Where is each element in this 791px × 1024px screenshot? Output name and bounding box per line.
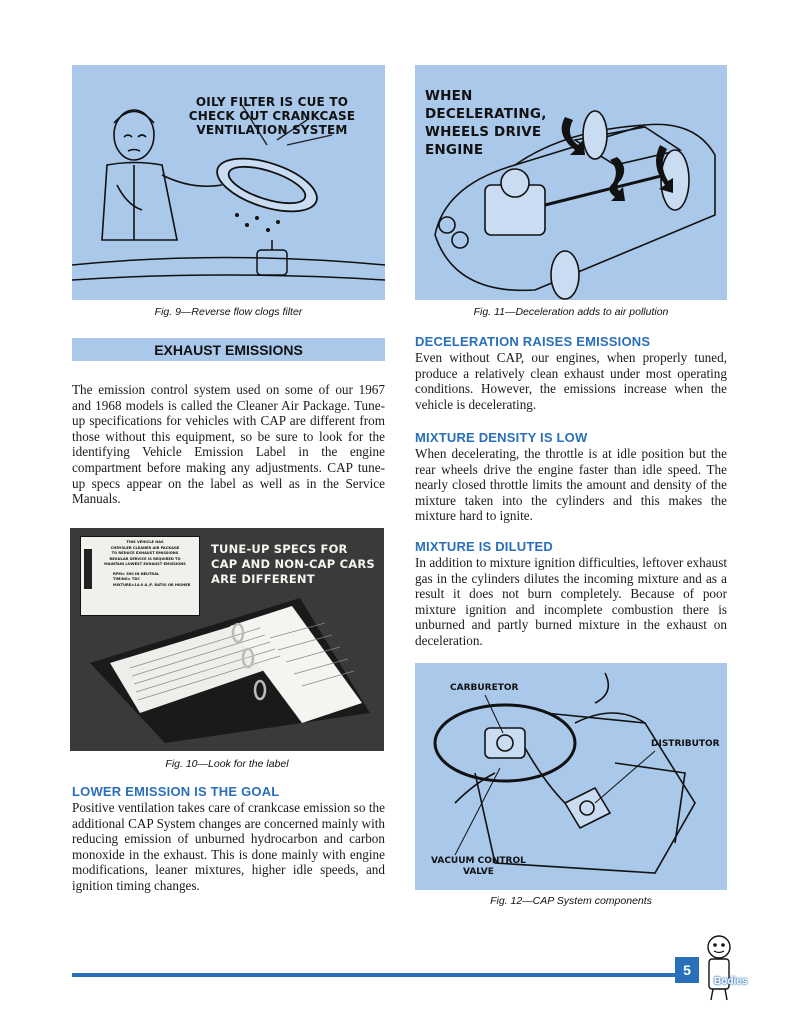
service-manual-binder-drawing	[70, 528, 384, 751]
page-number	[675, 957, 699, 983]
label-line: RPM= 500 IN NEUTRAL	[113, 571, 160, 576]
section-banner-text: EXHAUST EMISSIONS	[154, 341, 303, 358]
section-heading: DECELERATION RAISES EMISSIONS	[415, 334, 651, 349]
label-line: MAINTAIN LOWEST EXHAUST EMISSIONS	[104, 562, 186, 566]
intro-paragraph: The emission control system used on some of our 1967 and 1968 models is called the Cleaner Air Package. Tune-up specifications for vehicles with CAP are different from those without this equipment, so be sure to look for the identifying Vehicle Emission Label in the engine compartment before making any adjustments. CAP tune-up specs appear on the label as well as in the Service Manuals.	[72, 382, 385, 507]
carburetor-callout: CARBURETOR	[450, 683, 519, 693]
label-line: TIMING= TDC	[113, 577, 140, 581]
label-line: TO REDUCE EXHAUST EMISSIONS	[111, 551, 179, 555]
label-line: CHRYSLER CLEANER AIR PACKAGE	[110, 545, 180, 550]
label-line: THIS VEHICLE HAS	[126, 540, 164, 544]
vacuum-control-line1: VACUUM CONTROL	[431, 856, 526, 866]
mascot-logo	[699, 932, 739, 1002]
section-text: In addition to mixture ignition difficulties, leftover exhaust gas in the cylinders dilutes the incoming mixture and as a result it does not burn completely. Because of poor mixture ignition and incomplete combustion there is unburned and partly burned mixture in the exhaust on deceleration.	[415, 555, 727, 648]
vacuum-control-line2: VALVE	[462, 867, 494, 877]
section-text: When decelerating, the throttle is at idle position but the rear wheels drive the engine faster than idle speed. The nearly closed throttle limits the amount and density of the mixture taken into the cylinders and this makes the mixture hard to ignite.	[415, 446, 727, 524]
label-line: MIXTURE=14.0 A./F. RATIO OR HIGHER	[113, 582, 191, 587]
fig11-caption: Fig. 11—Deceleration adds to air pollution	[473, 306, 669, 318]
section-text: Positive ventilation takes care of crankcase emission so the additional CAP System changes are concerned mainly with reducing emission of unburned hydrocarbon and carbon monoxide in the exhaust. This is done mainly with engine modifications, leaner mixtures, higher idle speeds, and ignition timing changes.	[72, 800, 385, 893]
page-number-text: 5	[683, 962, 691, 978]
section-text: Even without CAP, our engines, when properly tuned, produce a relatively clean exhaust under most operating conditions. However, the emissions increase when the vehicle is decelerating.	[415, 350, 727, 412]
fig11-illustration	[415, 65, 727, 300]
footer-rule	[72, 973, 675, 977]
fig12-caption: Fig. 12—CAP System components	[490, 895, 652, 907]
vacuum-control-callout	[431, 856, 526, 878]
fig9-illustration	[72, 65, 385, 300]
fig9-title: OILY FILTER IS CUE TO CHECK OUT CRANKCASE VENTILATION SYSTEM	[188, 95, 356, 137]
fig10-title: TUNE-UP SPECS FOR CAP AND NON-CAP CARS ARE DIFFERENT	[211, 542, 375, 586]
section-heading: LOWER EMISSION IS THE GOAL	[72, 784, 280, 799]
label-line: REGULAR SERVICE IS REQUIRED TO	[109, 556, 181, 561]
distributor-callout: DISTRIBUTOR	[651, 739, 720, 749]
section-heading: MIXTURE IS DILUTED	[415, 539, 553, 554]
fig10-photo	[70, 528, 384, 751]
watermark: Bodies	[714, 976, 748, 987]
fig11-title: WHEN DECELERATING, WHEELS DRIVE ENGINE	[425, 88, 547, 158]
fig9-caption: Fig. 9—Reverse flow clogs filter	[154, 306, 303, 318]
section-banner	[72, 338, 385, 361]
fig12-illustration	[415, 663, 727, 890]
section-heading: MIXTURE DENSITY IS LOW	[415, 430, 588, 445]
fig10-caption: Fig. 10—Look for the label	[165, 758, 289, 770]
